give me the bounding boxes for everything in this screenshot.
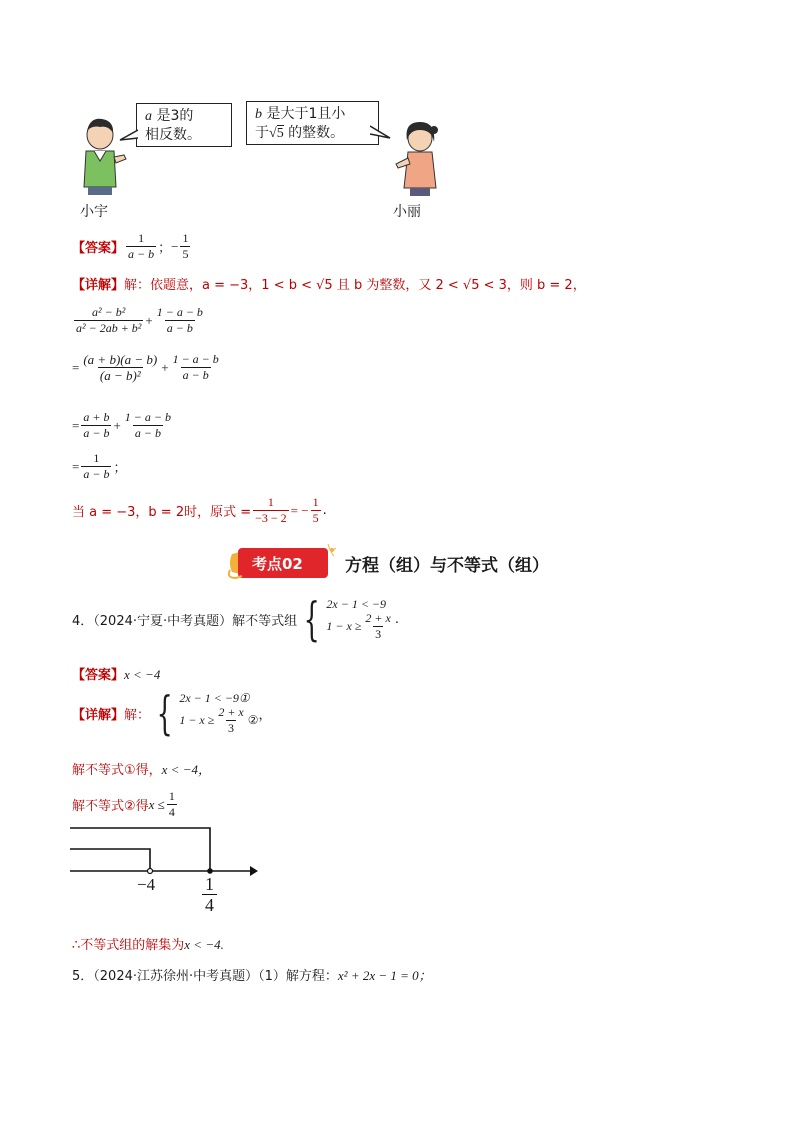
frac-num: 2 + x [218,705,244,719]
girl-bubble-line2-pre: 于 [255,125,269,141]
equals-sign: = [72,359,80,375]
detail-text: 解：依题意，a = −3，1 < b < √5 且 b 为整数，又 2 < √5 < 3，则 b = 2， [124,278,586,293]
boy-figure-icon [70,115,130,195]
q4-detail-system [150,686,259,740]
frac-num: 1 [267,495,274,509]
detail-row1: 2x − 1 < −9① [179,691,250,705]
answer-value-fraction [180,232,190,261]
conclusion-text: ∴不等式组的解集为 [72,938,185,953]
frac-num: 2 + x [365,611,391,625]
brace-icon: { [303,592,320,646]
q4-solve1-line [72,759,211,778]
girl-bubble-root: 5 [276,126,284,141]
period: . [394,611,399,627]
system-row1: 2x − 1 < −9 [326,597,387,611]
frac-den: 5 [182,247,189,261]
q5-prompt: 5．（2024·江苏徐州·中考真题）（1）解方程： [72,969,338,984]
number-line-label-quarter [202,874,217,915]
frac-num: (a + b)(a − b) [83,352,158,367]
frac-den: (a − b)² [99,368,141,383]
frac-num: 1 [205,874,214,894]
frac-den: 4 [168,805,175,819]
step2-fraction2 [171,353,221,382]
frac-num: 1 [168,789,175,803]
q4-conclusion-line [72,934,224,953]
frac-num: 1 [93,451,100,465]
girl-bubble-line1: 是大于1且小 [262,106,346,122]
bubble-tail-icon [370,124,392,142]
q4-answer-line [72,664,160,683]
q4-detail-line [72,686,272,740]
q3-step2 [72,353,223,382]
equals-sign: = [72,458,80,474]
solve1-text: 解不等式①得， [72,763,162,778]
step1-fraction2 [155,306,205,335]
frac-den: a − b [83,426,110,440]
var-a: a [145,109,152,124]
var-b: b [255,107,262,122]
frac-num: 1 − a − b [172,352,219,366]
closed-point-icon [207,868,213,874]
number-line-diagram [70,824,260,884]
solution-line-2 [70,849,150,871]
step1-fraction1 [74,306,143,335]
boy-bubble-line1: 是3的 [152,108,194,124]
girl-speech-bubble [246,101,379,145]
q3-step4 [72,452,126,481]
step4-fraction [81,452,111,481]
q3-step3 [72,411,175,440]
girl-figure-icon [390,118,448,196]
girl-bubble-line2-post: 的整数。 [283,125,345,141]
answer-separator: ； [158,241,172,256]
boy-name-label: 小宇 [80,204,108,220]
q4-prompt-line [72,592,399,646]
frac-num: 1 − a − b [156,305,203,319]
q3-answer-line [72,232,192,261]
frac-den: 4 [202,894,217,915]
frac-num: 1 [312,495,319,509]
equals-sign: = [72,417,80,433]
q4-prompt: 4．（2024·宁夏·中考真题）解不等式组 [72,613,298,629]
detail-row2-mark: ② [247,713,259,727]
frac-num: a² − b² [92,305,126,319]
answer-label: 【答案】 [72,668,125,683]
step3-fraction2 [123,411,173,440]
frac-den: a − b [83,467,110,481]
answer-sign: − [171,238,179,254]
frac-den: a² − 2ab + b² [76,321,142,335]
arrow-right-icon [250,866,258,876]
q4-answer: x < −4 [124,667,161,682]
final-sign: = − [290,502,309,518]
solve2-text: 解不等式②得 [72,799,149,814]
conclusion-value: x < −4. [184,937,224,952]
frac-num: a + b [83,410,110,424]
frac-den: 3 [375,627,382,641]
boy-bubble-line2: 相反数。 [145,127,201,143]
plus-sign: + [161,359,169,375]
frac-den: a − b [134,426,161,440]
comma: ， [258,707,272,723]
section-title: 方程（组）与不等式（组） [345,556,549,576]
system-row2-fraction [363,612,392,641]
answer-label: 【答案】 [72,241,125,256]
step2-fraction1 [81,353,159,382]
solve1-value: x < −4， [161,762,211,777]
frac-num: 1 [138,231,145,245]
semicolon: ； [113,461,127,476]
q3-detail-line [72,274,586,293]
solve2-value: x ≤ [148,796,165,812]
detail-prefix: 解： [124,707,151,723]
q4-solve2-line [72,790,179,819]
girl-name-label: 小丽 [393,204,421,220]
step3-fraction1 [81,411,111,440]
detail-label: 【详解】 [72,707,125,723]
open-point-icon [148,869,153,874]
frac-num: 1 − a − b [124,410,171,424]
q3-step1 [72,306,207,335]
frac-den: 3 [228,721,235,735]
sqrt-symbol-icon: √ [269,126,277,141]
plus-sign: + [113,417,121,433]
detail-row2-fraction [216,706,245,735]
number-line-label-neg4: −4 [137,875,156,894]
boy-speech-bubble [136,103,232,147]
detail-label: 【详解】 [72,278,125,293]
answer-fraction [126,232,156,261]
detail-row2-left: 1 − x ≥ [179,713,215,727]
plus-sign: + [145,312,153,328]
q5-prompt-line [72,965,432,984]
q5-equation: x² + 2x − 1 = 0； [337,968,432,983]
final-text: 当 a = −3，b = 2时，原式 = [72,505,252,520]
frac-den: −3 − 2 [255,511,287,525]
section-badge-label: 考点02 [252,555,303,573]
frac-den: a − b [128,247,155,261]
q3-final-line [72,496,327,525]
frac-den: a − b [182,368,209,382]
system-row2-left: 1 − x ≥ [326,619,362,633]
brace-icon: { [156,686,173,740]
frac-den: a − b [166,321,193,335]
q4-inequality-system [297,592,395,646]
bubble-tail-icon [118,128,140,144]
final-result-fraction [311,496,321,525]
final-period: . [322,503,327,518]
solve2-fraction [167,790,177,819]
frac-num: 1 [182,231,189,245]
frac-den: 5 [312,511,319,525]
final-fraction [253,496,289,525]
